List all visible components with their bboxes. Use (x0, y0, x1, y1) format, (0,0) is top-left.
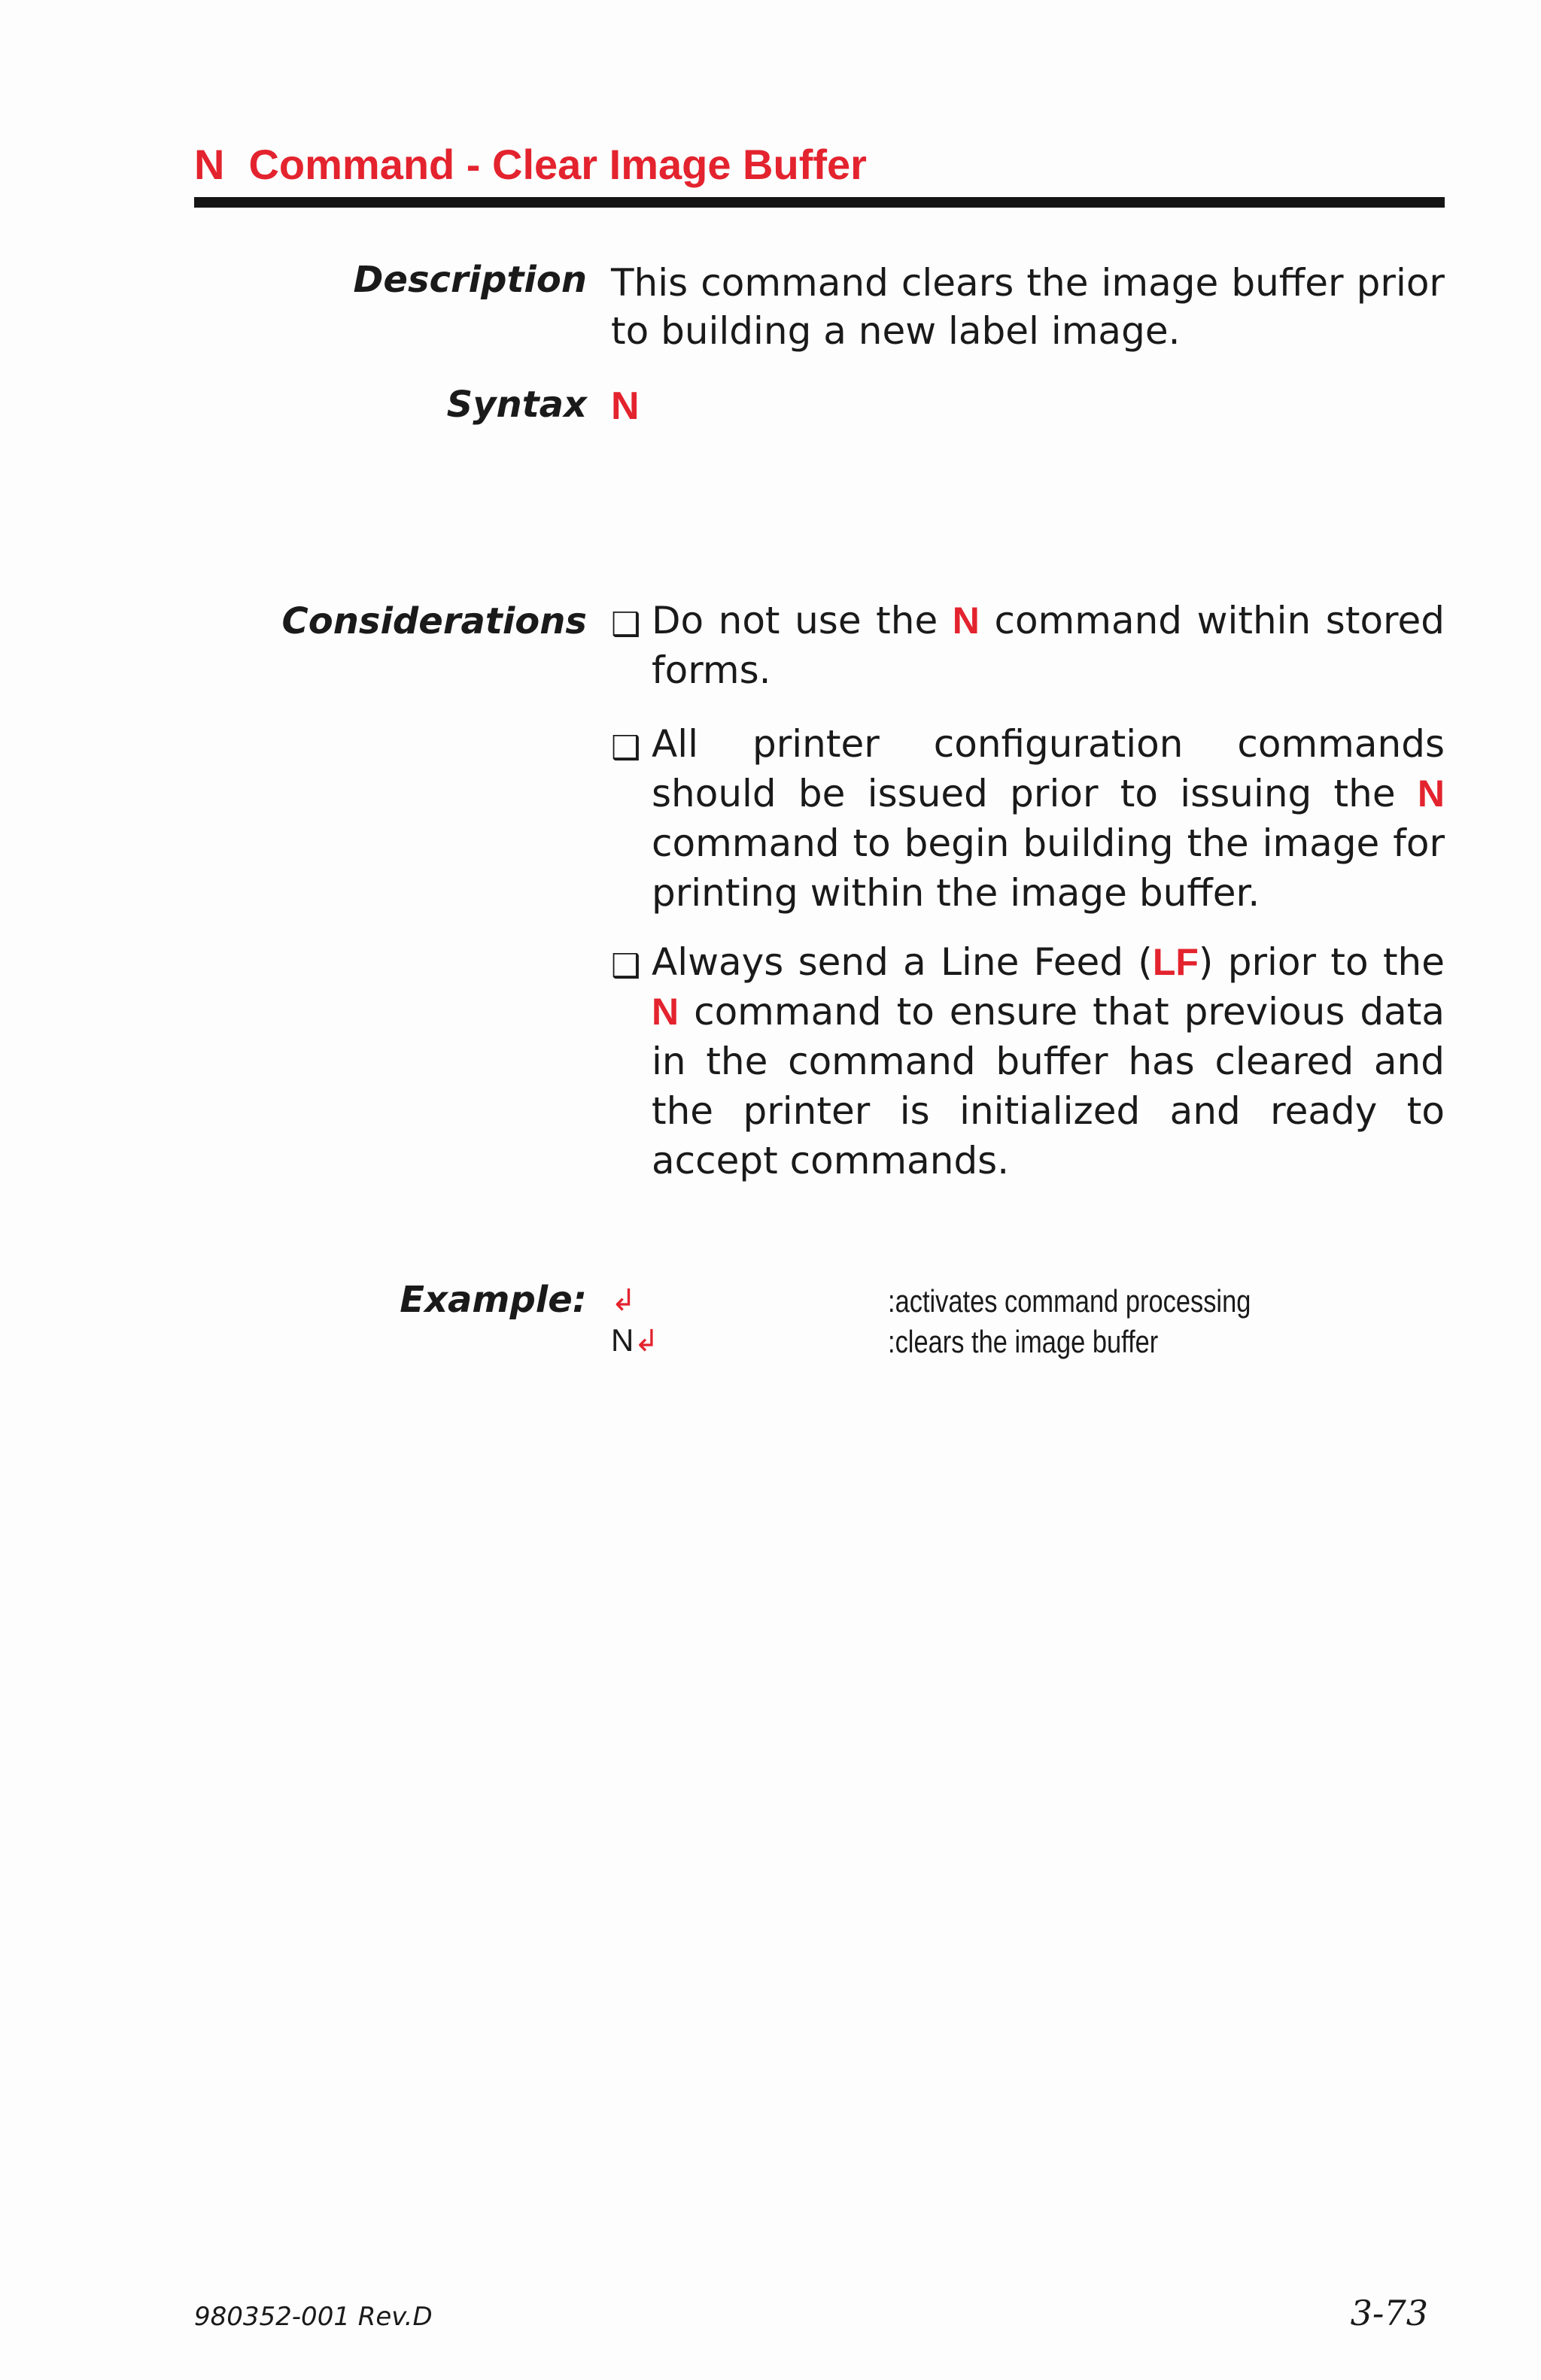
consideration-text: Do not use the N command within stored forms. (652, 599, 1445, 692)
checkbox-bullet-icon: ❑ (611, 729, 641, 767)
page-number: 3-73 (1350, 2293, 1428, 2333)
syntax-command: N (611, 384, 640, 428)
example-comment: :activates command processing (888, 1283, 1251, 1319)
title-command: N (194, 141, 225, 188)
checkbox-bullet-icon: ❑ (611, 947, 641, 985)
description-text: This command clears the image buffer prior to building a new label image. (611, 261, 1445, 353)
inline-command: LF (1152, 941, 1199, 983)
consideration-item (611, 937, 1445, 1185)
syntax-label: Syntax (446, 384, 587, 426)
inline-command: N (1417, 773, 1445, 815)
considerations-label: Considerations (281, 600, 587, 642)
consideration-text: Always send a Line Feed (LF) prior to the N command to ensure that previous data in the command buffer has cleared and the printer is initialized and ready to accept commands. (652, 940, 1445, 1182)
enter-icon: ↲ (634, 1325, 659, 1358)
consideration-item (611, 719, 1445, 918)
example-command-line: N↲ (611, 1322, 659, 1358)
consideration-item (611, 596, 1445, 695)
example-command-line (611, 1282, 637, 1318)
title-rule (194, 197, 1445, 208)
consideration-text: All printer configuration commands should be issued prior to issuing the N command to begin building the image for printing within the image buffer. (652, 722, 1445, 915)
enter-icon: ↲ (611, 1284, 637, 1317)
page-title (194, 140, 867, 189)
checkbox-bullet-icon: ❑ (611, 606, 641, 644)
inline-command: N (952, 600, 980, 642)
inline-command: N (652, 991, 679, 1033)
example-comment: :clears the image buffer (888, 1324, 1159, 1359)
title-text: Command - Clear Image Buffer (248, 141, 867, 188)
description-label: Description (353, 259, 587, 301)
example-label: Example: (400, 1279, 587, 1321)
document-number: 980352-001 Rev.D (194, 2302, 433, 2332)
